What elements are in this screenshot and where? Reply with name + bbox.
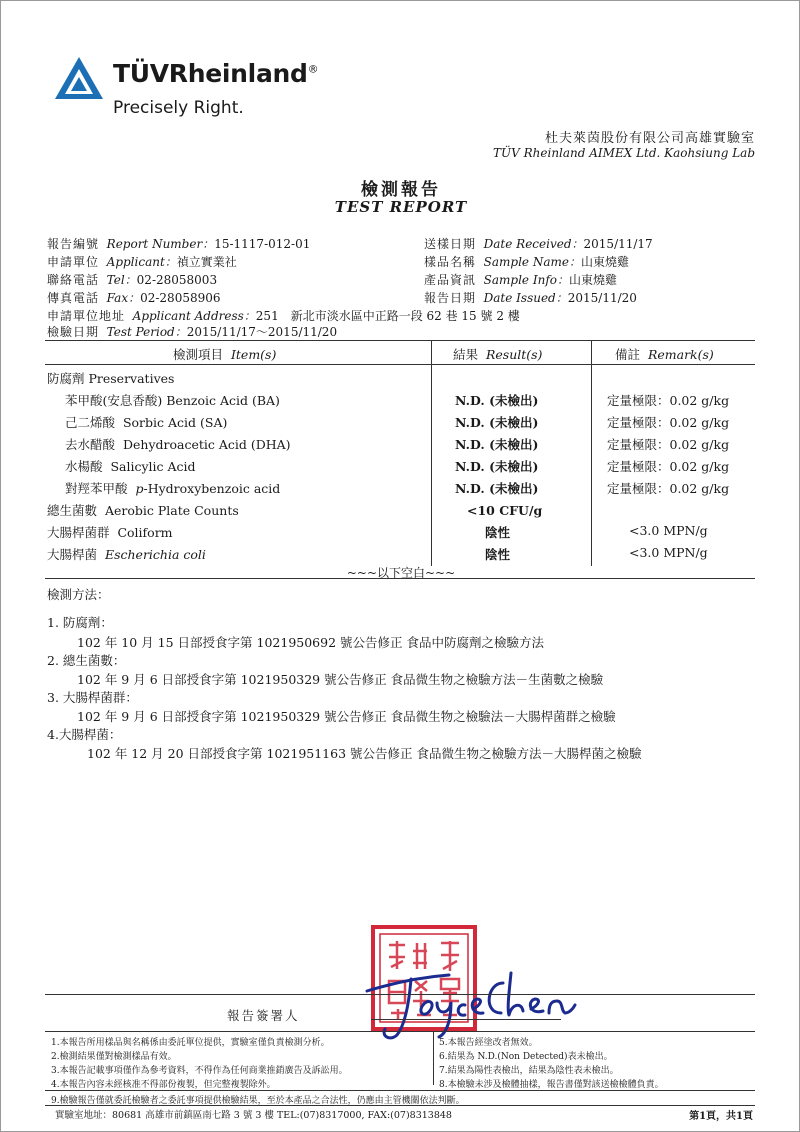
test-period-value: 2015/11/17～2015/11/20 bbox=[186, 325, 338, 339]
row-item-en: Sorbic Acid (SA) bbox=[122, 415, 228, 430]
fax-label-en: Fax： bbox=[106, 291, 141, 305]
method-text: 102 年 12 月 20 日部授食字第 1021951163 號公告修正 食品微生物之檢驗方法－大腸桿菌之檢驗 bbox=[87, 746, 642, 761]
row-item-zh: 大腸桿菌 bbox=[47, 547, 98, 562]
remark-header-zh: 備註 bbox=[615, 347, 641, 362]
footnotes-top-rule bbox=[45, 1031, 755, 1032]
sample-info-value: 山東燒雞 bbox=[568, 273, 617, 287]
report-number-value: 15-1117-012-01 bbox=[214, 237, 311, 251]
footnote-line: 6.結果為 N.D.(Non Detected)表未檢出。 bbox=[439, 1052, 613, 1062]
row-item-en: Aerobic Plate Counts bbox=[104, 503, 239, 518]
row-item-en: -Hydroxybenzoic acid bbox=[143, 481, 281, 496]
tel-field bbox=[47, 271, 217, 288]
method-title: 4.大腸桿菌： bbox=[47, 727, 122, 742]
table-divider-2 bbox=[591, 340, 592, 566]
row-result: N.D. (未檢出) bbox=[455, 459, 539, 474]
table-row-item bbox=[65, 413, 227, 431]
method-text: 102 年 10 月 15 日部授食字第 1021950692 號公告修正 食品中防腐劑之檢驗方法 bbox=[77, 635, 544, 650]
preservatives-group-label: 防腐劑 Preservatives bbox=[47, 371, 175, 386]
brand-tagline: Precisely Right. bbox=[113, 98, 244, 118]
signature-name bbox=[1, 1, 2, 2]
row-item-zh: 對羥苯甲酸 bbox=[65, 481, 128, 496]
table-row-item bbox=[65, 391, 280, 409]
address-value: 251 新北市淡水區中正路一段 62 巷 15 號 2 樓 bbox=[255, 309, 520, 323]
sample-info-field bbox=[424, 271, 617, 288]
applicant-value: 禎立實業社 bbox=[176, 255, 237, 269]
page-number: 第1頁，共1頁 bbox=[689, 1111, 753, 1122]
footnote-line: 2.檢測結果僅對檢測樣品有效。 bbox=[51, 1052, 177, 1062]
fax-label-zh: 傳真電話 bbox=[47, 291, 100, 305]
table-row-item bbox=[47, 545, 206, 563]
row-item-en-prefix: p bbox=[135, 481, 144, 496]
row-remark: <3.0 MPN/g bbox=[629, 545, 708, 560]
footnote-line: 9.檢驗報告僅就委託檢驗者之委託事項提供檢驗結果，至於本產品之合法性，仍應由主管機關依法判斷。 bbox=[51, 1096, 465, 1106]
row-item-zh: 己二烯酸 bbox=[65, 415, 116, 430]
date-received-value: 2015/11/17 bbox=[583, 237, 653, 251]
row-item-zh: 水楊酸 bbox=[65, 459, 103, 474]
row-item-en: Benzoic Acid (BA) bbox=[166, 393, 280, 408]
row-result: N.D. (未檢出) bbox=[455, 437, 539, 452]
date-received-label-en: Date Received： bbox=[483, 237, 584, 251]
row-item-en: Escherichia coli bbox=[104, 547, 206, 562]
row-remark: 定量極限：0.02 g/kg bbox=[607, 415, 730, 430]
handwritten-signature bbox=[353, 953, 583, 1043]
footnote-line: 3.本報告記載事項僅作為參考資料，不得作為任何商業推銷廣告及訴訟用。 bbox=[51, 1066, 348, 1076]
row-item-en: Salicylic Acid bbox=[110, 459, 196, 474]
method-text: 102 年 9 月 6 日部授食字第 1021950329 號公告修正 食品微生物之檢驗方法－生菌數之檢驗 bbox=[77, 672, 604, 687]
row-remark: 定量極限：0.02 g/kg bbox=[607, 437, 730, 452]
footnote-line: 4.本報告內容未經核准不得部份複製，但完整複製除外。 bbox=[51, 1080, 276, 1090]
item-column-header bbox=[173, 345, 276, 363]
row-item-en: Coliform bbox=[117, 525, 173, 540]
row-result: 陰性 bbox=[485, 525, 511, 540]
signatory-label: 報告簽署人 bbox=[227, 1008, 300, 1023]
blank-below-marker: ~~~以下空白~~~ bbox=[346, 566, 456, 580]
row-remark: 定量極限：0.02 g/kg bbox=[607, 481, 730, 496]
fax-value: 02-28058906 bbox=[140, 291, 221, 305]
signature-top-rule bbox=[45, 994, 755, 995]
row-remark: 定量極限：0.02 g/kg bbox=[607, 459, 730, 474]
date-issued-label-en: Date Issued： bbox=[483, 291, 568, 305]
table-row-item bbox=[65, 457, 196, 475]
signature-line bbox=[371, 1019, 561, 1020]
row-result: N.D. (未檢出) bbox=[455, 393, 539, 408]
footnotes-bottom-rule bbox=[45, 1105, 755, 1106]
report-number-field bbox=[47, 235, 310, 252]
table-top-rule bbox=[45, 340, 755, 341]
applicant-label-en: Applicant： bbox=[106, 255, 177, 269]
table-header-rule bbox=[45, 364, 755, 365]
lab-name-en: TÜV Rheinland AIMEX Ltd. Kaohsiung Lab bbox=[493, 146, 755, 160]
sample-name-label-zh: 樣品名稱 bbox=[424, 255, 477, 269]
item-header-en: Item(s) bbox=[230, 347, 277, 362]
report-number-label-en: Report Number： bbox=[106, 237, 215, 251]
methods-heading: 檢測方法： bbox=[47, 587, 110, 602]
footnote-line: 5.本報告經塗改者無效。 bbox=[439, 1038, 538, 1048]
row-result: N.D. (未檢出) bbox=[455, 481, 539, 496]
lab-name-zh: 杜夫萊茵股份有限公司高雄實驗室 bbox=[544, 131, 755, 146]
footnote-line: 1.本報告所用樣品與名稱係由委託單位提供，實驗室僅負責檢測分析。 bbox=[51, 1038, 330, 1048]
remark-column-header bbox=[615, 345, 714, 363]
result-header-zh: 結果 bbox=[453, 347, 479, 362]
fax-field bbox=[47, 289, 221, 306]
tel-value: 02-28058003 bbox=[136, 273, 218, 287]
method-title: 2. 總生菌數： bbox=[47, 653, 126, 668]
registered-mark: ® bbox=[307, 62, 319, 76]
table-divider-1 bbox=[431, 340, 432, 566]
method-text: 102 年 9 月 6 日部授食字第 1021950329 號公告修正 食品微生物之檢驗法－大腸桿菌群之檢驗 bbox=[77, 709, 616, 724]
report-number-label-zh: 報告編號 bbox=[47, 237, 100, 251]
row-result: N.D. (未檢出) bbox=[455, 415, 539, 430]
tel-label-zh: 聯絡電話 bbox=[47, 273, 100, 287]
date-issued-field bbox=[424, 289, 637, 306]
table-row-item bbox=[47, 523, 173, 541]
row-item-zh: 總生菌數 bbox=[47, 503, 98, 518]
address-label-zh: 申請單位地址 bbox=[47, 309, 126, 323]
test-period-label-en: Test Period： bbox=[106, 325, 187, 339]
tuv-triangle-logo-icon bbox=[53, 55, 105, 101]
sample-info-label-zh: 產品資訊 bbox=[424, 273, 477, 287]
brand-wordmark: TÜVRheinland bbox=[113, 59, 308, 88]
footnote-line: 8.本檢驗未涉及檢體抽樣，報告書僅對該送檢檢體負責。 bbox=[439, 1080, 664, 1090]
item-header-zh: 檢測項目 bbox=[173, 347, 224, 362]
lab-address: 實驗室地址：80681 高雄市前鎮區南七路 3 號 3 樓 TEL:(07)8317000, FAX:(07)8313848 bbox=[55, 1110, 452, 1121]
method-title: 1. 防腐劑： bbox=[47, 615, 113, 630]
test-period-field bbox=[47, 323, 337, 340]
row-remark: <3.0 MPN/g bbox=[629, 523, 708, 538]
row-result: 陰性 bbox=[485, 547, 511, 562]
row-item-en: Dehydroacetic Acid (DHA) bbox=[122, 437, 291, 452]
table-row-item bbox=[65, 435, 291, 453]
sample-name-label-en: Sample Name： bbox=[483, 255, 581, 269]
applicant-field bbox=[47, 253, 237, 270]
applicant-label-zh: 申請單位 bbox=[47, 255, 100, 269]
date-issued-label-zh: 報告日期 bbox=[424, 291, 477, 305]
table-row-item bbox=[47, 501, 239, 519]
sample-name-field bbox=[424, 253, 629, 270]
footnote-line: 7.結果為陽性表檢出，結果為陰性表未檢出。 bbox=[439, 1066, 619, 1076]
report-title-zh: 檢測報告 bbox=[361, 180, 441, 200]
row-item-zh: 大腸桿菌群 bbox=[47, 525, 110, 540]
address-label-en: Applicant Address： bbox=[132, 309, 256, 323]
remark-header-en: Remark(s) bbox=[647, 347, 714, 362]
sample-info-label-en: Sample Info： bbox=[483, 273, 569, 287]
date-issued-value: 2015/11/20 bbox=[567, 291, 637, 305]
applicant-address-field bbox=[47, 307, 520, 324]
result-header-en: Result(s) bbox=[485, 347, 543, 362]
date-received-field bbox=[424, 235, 653, 252]
row-item-zh: 去水醋酸 bbox=[65, 437, 116, 452]
row-remark: 定量極限：0.02 g/kg bbox=[607, 393, 730, 408]
tel-label-en: Tel： bbox=[106, 273, 137, 287]
brand-name bbox=[113, 59, 318, 88]
table-bottom-rule bbox=[45, 578, 755, 579]
method-title: 3. 大腸桿菌群： bbox=[47, 690, 138, 705]
sample-name-value: 山東燒雞 bbox=[580, 255, 629, 269]
date-received-label-zh: 送樣日期 bbox=[424, 237, 477, 251]
footnotes-mid-rule bbox=[45, 1090, 755, 1091]
result-column-header bbox=[453, 345, 542, 363]
table-row-item bbox=[65, 479, 280, 497]
footnotes-divider bbox=[433, 1031, 434, 1085]
report-title-en: TEST REPORT bbox=[334, 198, 468, 216]
row-item-zh: 苯甲酸(安息香酸) bbox=[65, 393, 163, 408]
row-result: <10 CFU/g bbox=[467, 503, 543, 518]
test-period-label-zh: 檢驗日期 bbox=[47, 325, 100, 339]
